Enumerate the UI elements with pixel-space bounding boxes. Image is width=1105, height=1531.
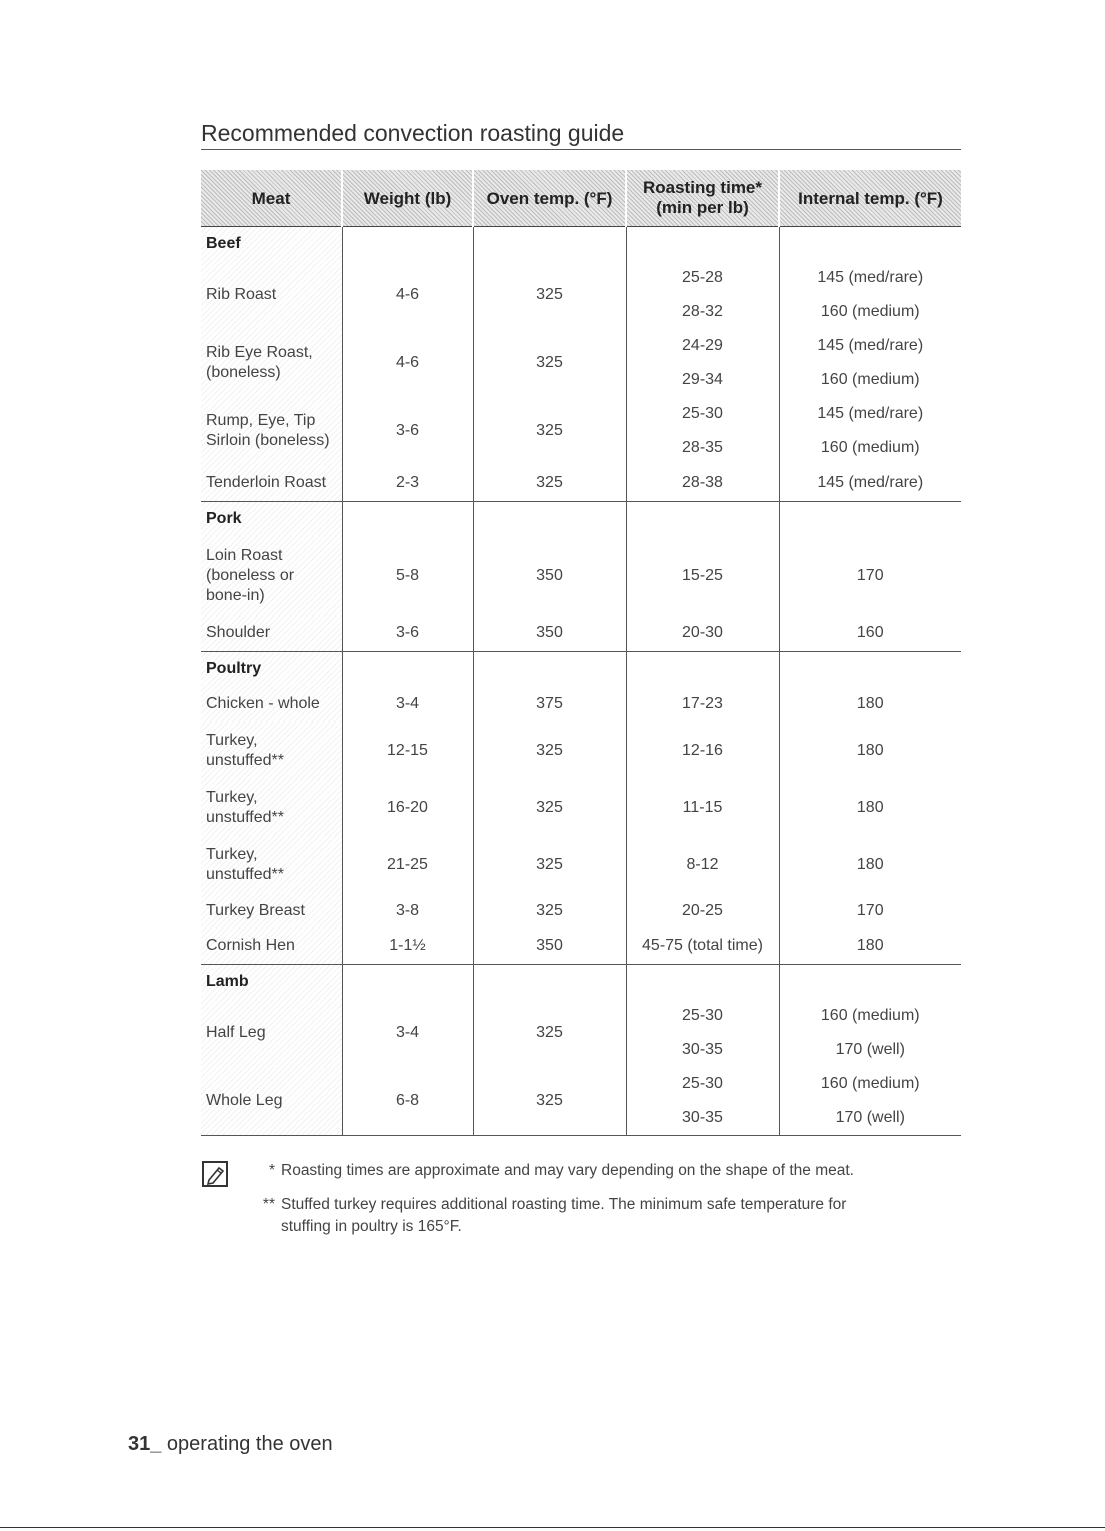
weight-cell: 12-15 — [342, 722, 473, 779]
table-row — [201, 536, 961, 616]
oven-temp-cell: 375 — [473, 686, 626, 722]
internal-temp-cell: 180 — [779, 928, 961, 964]
internal-temp-value: 160 (medium) — [820, 1006, 920, 1024]
footnote-text: stuffing in poultry is 165°F. — [281, 1218, 462, 1235]
meat-name-line: (boneless) — [206, 364, 281, 381]
meat-cell: Chicken - whole — [201, 686, 342, 722]
table-row — [201, 397, 961, 465]
internal-temp-cell — [779, 397, 961, 465]
oven-temp-cell: 325 — [473, 893, 626, 928]
table-row — [201, 999, 961, 1067]
footnote-mark: * — [268, 1162, 275, 1179]
internal-temp-cell: 170 — [779, 893, 961, 928]
table-row — [201, 616, 961, 652]
oven-temp-cell: 350 — [473, 616, 626, 652]
category-row — [201, 652, 961, 687]
roasting-time-cell: 8-12 — [626, 836, 779, 893]
roasting-time-cell: 15-25 — [626, 536, 779, 616]
category-row — [201, 227, 961, 262]
roasting-time-value: 30-35 — [682, 1108, 723, 1126]
table-row — [201, 928, 961, 964]
oven-temp-cell: 325 — [473, 1067, 626, 1136]
internal-temp-cell: 180 — [779, 779, 961, 836]
internal-temp-value: 160 (medium) — [820, 1074, 920, 1092]
roasting-time-value: 25-30 — [682, 405, 723, 422]
roasting-time-cell — [626, 397, 779, 465]
meat-name-line: Sirloin (boneless) — [206, 432, 330, 449]
roasting-time-cell: 17-23 — [626, 686, 779, 722]
internal-temp-value: 145 (med/rare) — [817, 405, 924, 422]
meat-cell: Whole Leg — [201, 1067, 342, 1136]
header-internal-temp: Internal temp. (°F) — [779, 170, 961, 227]
internal-temp-value: 170 (well) — [835, 1040, 905, 1058]
internal-temp-cell: 170 — [779, 536, 961, 616]
roasting-time-cell: 45-75 (total time) — [626, 928, 779, 964]
roasting-time-value: 28-32 — [682, 303, 723, 320]
roasting-time-value: 25-28 — [682, 269, 723, 286]
table-row — [201, 261, 961, 329]
header-oven-temp: Oven temp. (°F) — [473, 170, 626, 227]
header-meat: Meat — [201, 170, 342, 227]
note-icon — [201, 1160, 231, 1190]
internal-temp-value: 145 (med/rare) — [817, 337, 924, 354]
footnote-text: Roasting times are approximate and may vary depending on the shape of the meat. — [281, 1162, 854, 1179]
category-row — [201, 964, 961, 999]
header-roasting-time — [626, 170, 779, 227]
internal-temp-cell — [779, 261, 961, 329]
meat-name-line: Turkey, — [206, 845, 258, 863]
internal-temp-value: 160 (medium) — [820, 439, 920, 456]
internal-temp-cell — [779, 1067, 961, 1136]
meat-cell: Cornish Hen — [201, 928, 342, 964]
oven-temp-cell: 325 — [473, 836, 626, 893]
roasting-time-cell: 28-38 — [626, 465, 779, 501]
roasting-time-value: 25-30 — [682, 1074, 723, 1092]
meat-cell — [201, 836, 342, 893]
header-weight: Weight (lb) — [342, 170, 473, 227]
table-row — [201, 1067, 961, 1136]
internal-temp-cell: 180 — [779, 686, 961, 722]
page-number: 31_ — [128, 1433, 162, 1455]
internal-temp-cell: 145 (med/rare) — [779, 465, 961, 501]
roasting-time-value: 30-35 — [682, 1040, 723, 1058]
meat-name-line: unstuffed** — [206, 751, 284, 769]
footnote-text: Stuffed turkey requires additional roasting time. The minimum safe temperature for — [281, 1196, 847, 1213]
meat-name-line: unstuffed** — [206, 865, 284, 883]
table-row — [201, 329, 961, 397]
roasting-time-cell — [626, 999, 779, 1067]
roasting-time-value: 28-35 — [682, 439, 723, 456]
weight-cell: 4-6 — [342, 329, 473, 397]
meat-cell — [201, 722, 342, 779]
weight-cell: 2-3 — [342, 465, 473, 501]
bottom-rule — [0, 1527, 1105, 1528]
page-title: Recommended convection roasting guide — [201, 120, 961, 150]
table-row — [201, 686, 961, 722]
category-poultry: Poultry — [201, 652, 342, 687]
weight-cell: 6-8 — [342, 1067, 473, 1136]
roasting-time-cell: 11-15 — [626, 779, 779, 836]
weight-cell: 1-1½ — [342, 928, 473, 964]
meat-name-line: Turkey, — [206, 731, 258, 749]
oven-temp-cell: 350 — [473, 928, 626, 964]
table-row — [201, 893, 961, 928]
meat-cell — [201, 536, 342, 616]
meat-cell: Half Leg — [201, 999, 342, 1067]
meat-cell: Turkey Breast — [201, 893, 342, 928]
table-row — [201, 836, 961, 893]
meat-name-line: Loin Roast — [206, 546, 283, 564]
table-row — [201, 722, 961, 779]
roasting-time-value: 25-30 — [682, 1006, 723, 1024]
meat-cell — [201, 779, 342, 836]
oven-temp-cell: 325 — [473, 329, 626, 397]
header-roasting-time-line1: Roasting time* — [642, 178, 763, 197]
weight-cell: 3-8 — [342, 893, 473, 928]
weight-cell: 16-20 — [342, 779, 473, 836]
internal-temp-cell — [779, 999, 961, 1067]
internal-temp-cell — [779, 329, 961, 397]
roasting-time-value: 29-34 — [682, 371, 723, 388]
oven-temp-cell: 325 — [473, 397, 626, 465]
internal-temp-value: 160 (medium) — [820, 371, 920, 388]
weight-cell: 5-8 — [342, 536, 473, 616]
meat-name-line: bone-in) — [206, 586, 265, 604]
meat-cell — [201, 329, 342, 397]
footnote-mark: ** — [262, 1196, 275, 1213]
roasting-time-cell: 20-30 — [626, 616, 779, 652]
roasting-time-cell: 12-16 — [626, 722, 779, 779]
oven-temp-cell: 350 — [473, 536, 626, 616]
roasting-time-cell — [626, 329, 779, 397]
internal-temp-value: 145 (med/rare) — [817, 269, 924, 286]
internal-temp-cell: 180 — [779, 722, 961, 779]
oven-temp-cell: 325 — [473, 722, 626, 779]
internal-temp-cell: 160 — [779, 616, 961, 652]
header-roasting-time-line2: (min per lb) — [656, 198, 749, 217]
meat-name-line: unstuffed** — [206, 808, 284, 826]
oven-temp-cell: 325 — [473, 779, 626, 836]
weight-cell: 4-6 — [342, 261, 473, 329]
category-row — [201, 501, 961, 536]
oven-temp-cell: 325 — [473, 465, 626, 501]
meat-name-line: Turkey, — [206, 788, 258, 806]
oven-temp-cell: 325 — [473, 999, 626, 1067]
table-row — [201, 779, 961, 836]
meat-name-line: Rib Eye Roast, — [206, 344, 313, 361]
section-name: operating the oven — [161, 1433, 333, 1455]
category-lamb: Lamb — [201, 964, 342, 999]
roasting-time-cell: 20-25 — [626, 893, 779, 928]
meat-cell: Rib Roast — [201, 261, 342, 329]
oven-temp-cell: 325 — [473, 261, 626, 329]
roasting-time-cell — [626, 261, 779, 329]
meat-name-line: Rump, Eye, Tip — [206, 412, 316, 429]
weight-cell: 3-6 — [342, 616, 473, 652]
meat-name-line: (boneless or — [206, 566, 295, 584]
internal-temp-value: 160 (medium) — [820, 303, 920, 320]
roasting-time-value: 24-29 — [682, 337, 723, 354]
table-header-row — [201, 170, 961, 227]
meat-cell: Shoulder — [201, 616, 342, 652]
weight-cell: 21-25 — [342, 836, 473, 893]
roasting-guide-table — [201, 170, 961, 1136]
weight-cell: 3-4 — [342, 686, 473, 722]
internal-temp-cell: 180 — [779, 836, 961, 893]
page-footer — [128, 1433, 333, 1456]
weight-cell: 3-4 — [342, 999, 473, 1067]
table-row — [201, 465, 961, 501]
category-beef: Beef — [201, 227, 342, 262]
meat-cell: Tenderloin Roast — [201, 465, 342, 501]
category-pork: Pork — [201, 501, 342, 536]
weight-cell: 3-6 — [342, 397, 473, 465]
roasting-time-cell — [626, 1067, 779, 1136]
meat-cell — [201, 397, 342, 465]
internal-temp-value: 170 (well) — [835, 1108, 905, 1126]
